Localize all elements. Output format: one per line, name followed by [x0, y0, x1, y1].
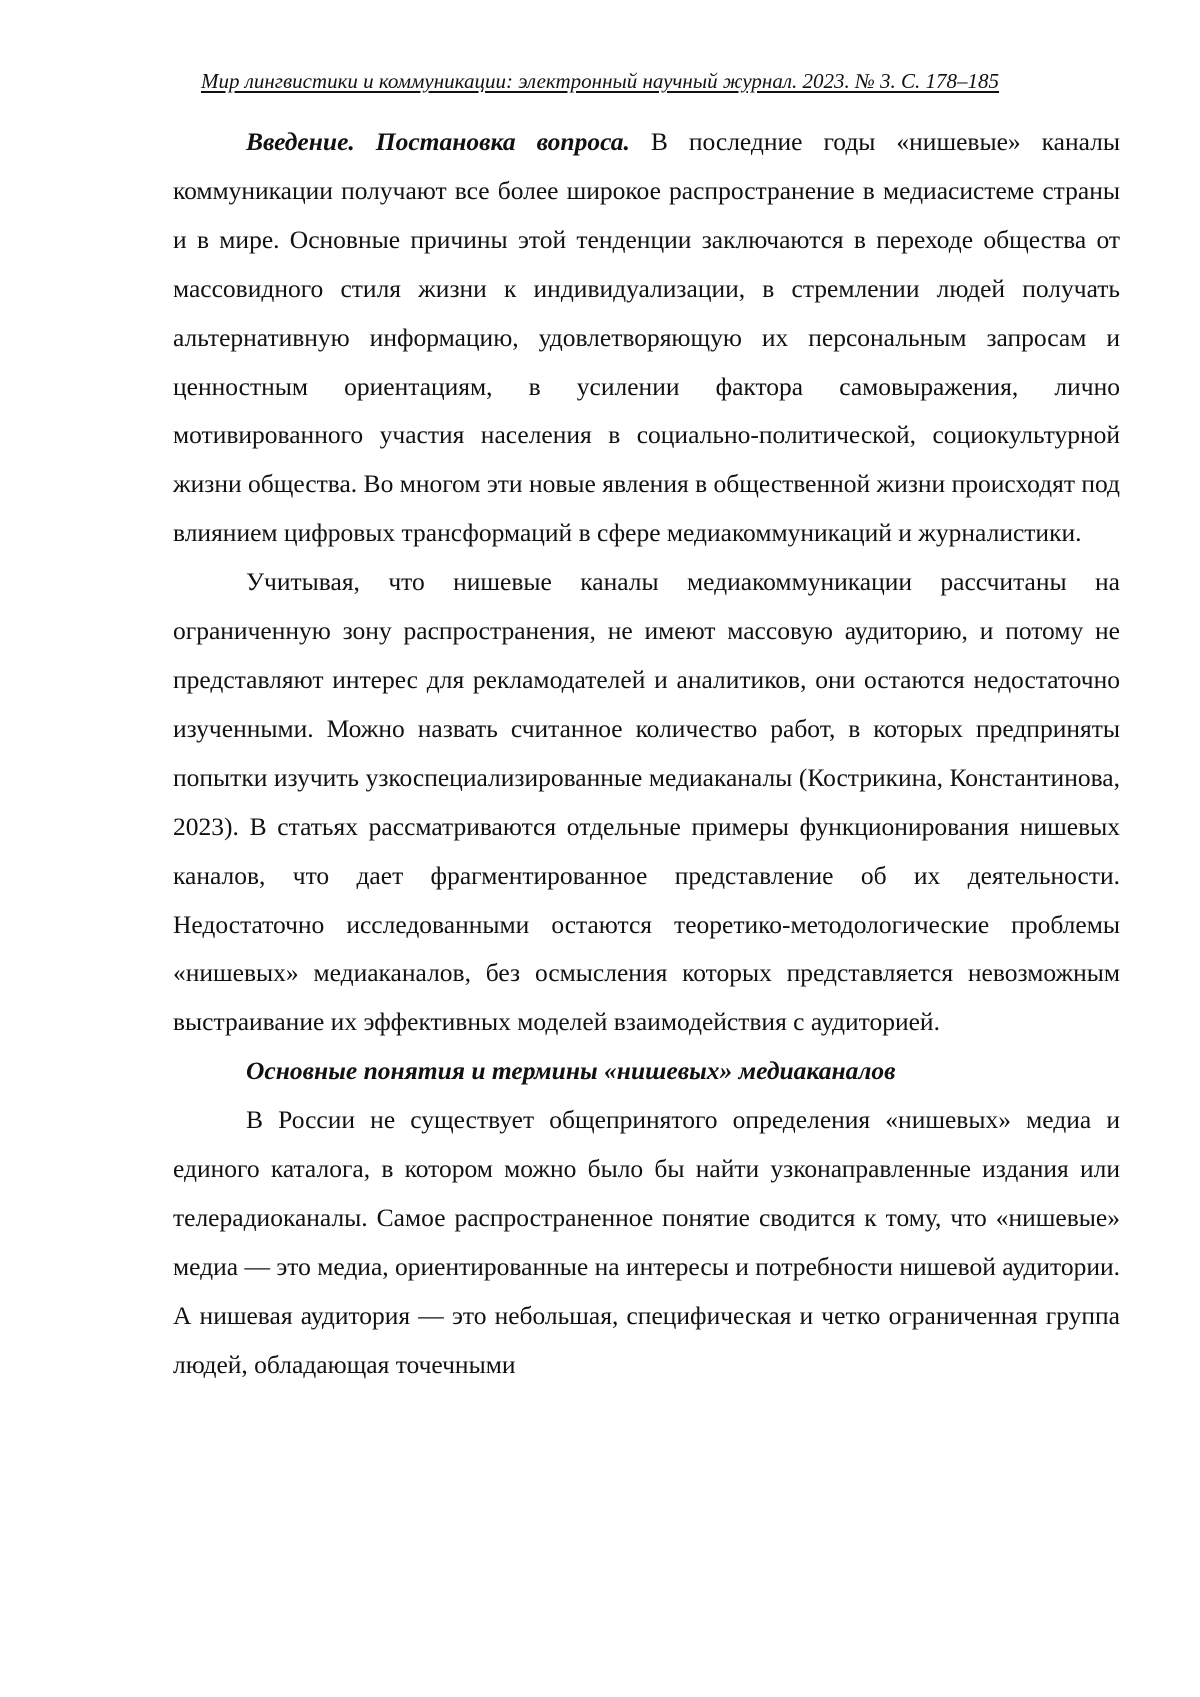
third-paragraph: В России не существует общепринятого определения «нишевых» медиа и единого каталога, в котором можно было бы найти узконаправленные издания или телерадиоканалы. Самое распространенное понятие сводится к тому, что «нишевые» медиа — это медиа, ориентированные на интересы и потребности нишевой аудитории. А нишевая аудитория — это небольшая, специфическая и четко ограниченная группа людей, обладающая точечными — [173, 1105, 1120, 1379]
section-heading: Основные понятия и термины «нишевых» медиаканалов — [246, 1056, 896, 1086]
intro-text: В последние годы «нишевые» каналы коммуникации получают все более широкое распространение в медиасистеме страны и в мире. Основные причины этой тенденции заключаются в переходе общества от массовидного стиля жизни к индивидуализации, в стремлении людей получать альтернативную информацию, удовлетворяющую их персональным запросам и ценностным ориентациям, в усилении фактора самовыражения, лично мотивированного участия населения в социально-политической, социокультурной жизни общества. Во многом эти новые явления в общественной жизни происходят под влиянием цифровых трансформаций в сфере медиакоммуникаций и журналистики. — [173, 127, 1121, 548]
intro-paragraph — [173, 118, 1120, 558]
running-header: Мир лингвистики и коммуникации: электронный научный журнал. 2023. № 3. С. 178–185 — [200, 69, 1000, 93]
intro-lead: Введение. Постановка вопроса. — [246, 127, 630, 156]
second-paragraph: Учитывая, что нишевые каналы медиакоммуникации рассчитаны на ограниченную зону распространения, не имеют массовую аудиторию, и потому не представляют интерес для рекламодателей и аналитиков, они остаются недостаточно изученными. Можно назвать считанное количество работ, в которых предприняты попытки изучить узкоспециализированные медиаканалы (Кострикина, Константинова, 2023). В статьях рассматриваются отдельные примеры функционирования нишевых каналов, что дает фрагментированное представление об их деятельности. Недостаточно исследованными остаются теоретико-методологические проблемы «нишевых» медиаканалов, без осмысления которых представляется невозможным выстраивание их эффективных моделей взаимодействия с аудиторией. — [173, 567, 1120, 1037]
article-body — [173, 118, 1120, 1390]
